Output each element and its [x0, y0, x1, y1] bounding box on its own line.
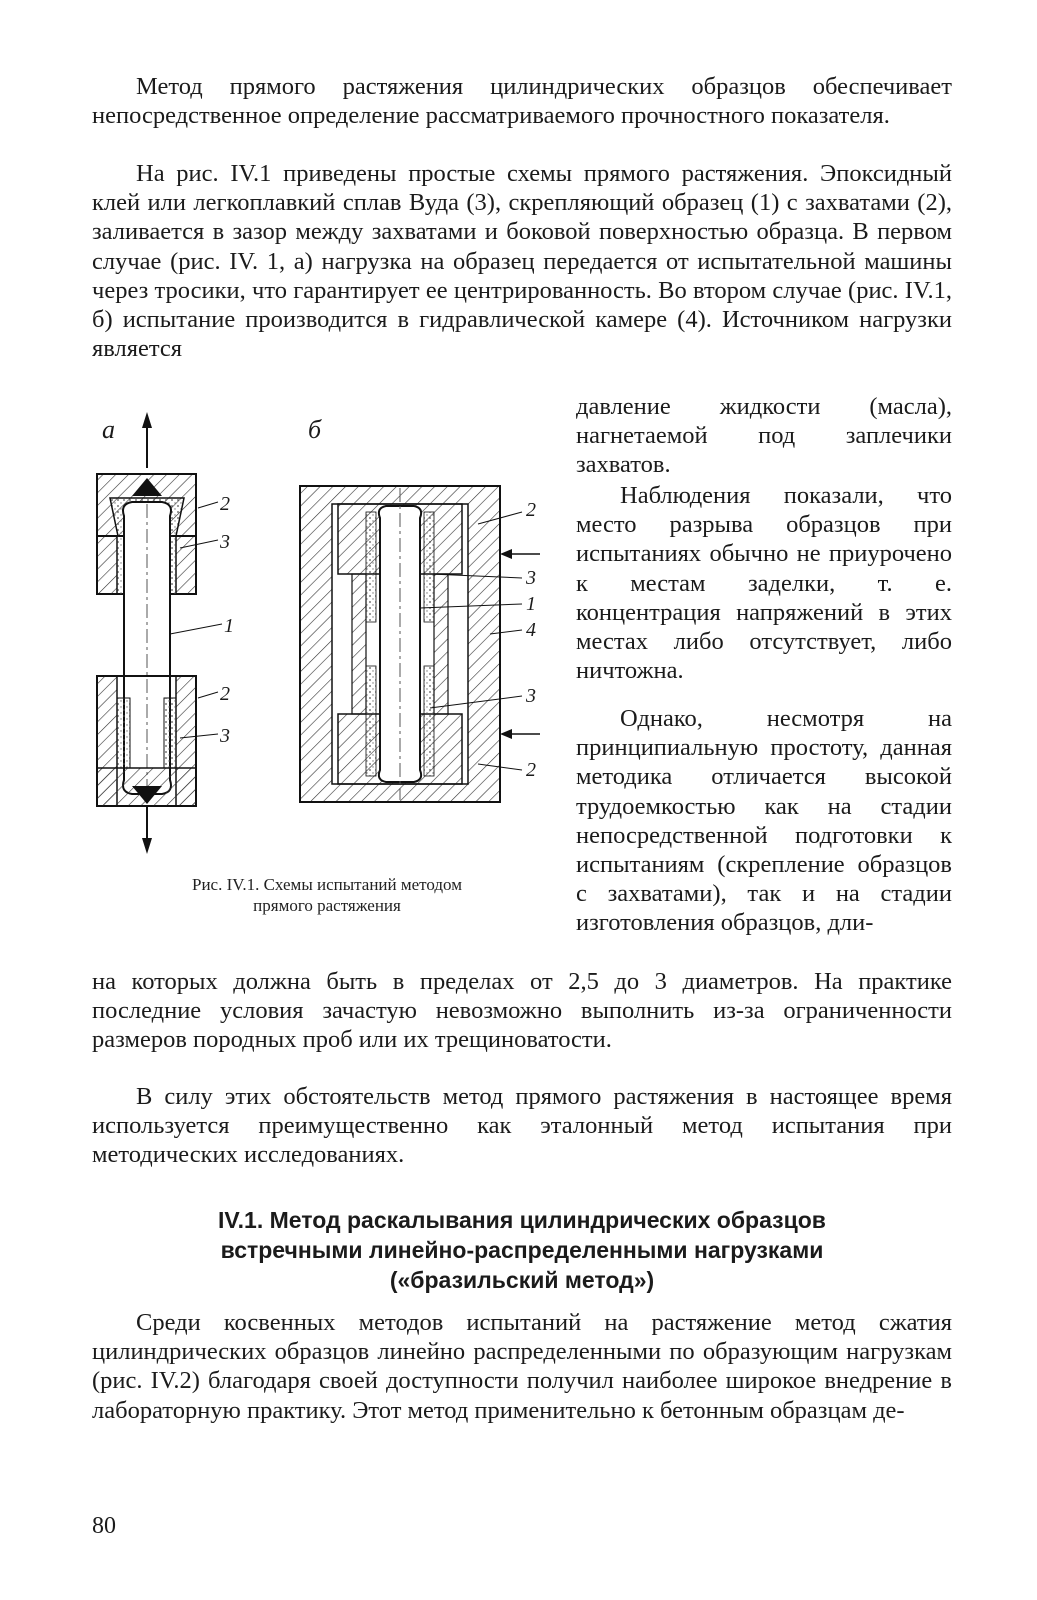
scheme-b	[300, 486, 540, 802]
callout-b-grip-bottom: 2	[526, 759, 536, 781]
conclusion-paragraph: В силу этих обстоятельств метод прямого растяжения в настоящее время используется преимущественно как эталонный метод испытания при методических исследованиях.	[92, 1083, 952, 1169]
page-number: 80	[92, 1513, 116, 1539]
figure-caption	[92, 874, 562, 916]
callout-a-alloy-bottom: 3	[220, 725, 230, 747]
callout-a-grip-top: 2	[220, 493, 230, 515]
side-paragraph-observations: Наблюдения показали, что место разрыва образцов при испытаниях обычно не приурочено к местам заделки, т. е. концентрация напряжений в этих местах либо отсутствует, либо ничтожна.	[576, 482, 952, 685]
figure-iv-1	[80, 408, 570, 878]
section-heading	[92, 1205, 952, 1295]
intro-paragraph: Метод прямого растяжения цилиндрических образцов обеспечивает непосредственное определение рассматриваемого прочностного показателя.	[92, 73, 952, 130]
figure-caption-line-2: прямого растяжения	[253, 896, 401, 915]
side-paragraph-however: Однако, несмотря на принципиальную простоту, данная методика отличается высокой трудоемкостью как на стадии непосредственной подготовки к испытаниям (скрепление образцов с захватами), так и на стадии изготовления образцов, дли-	[576, 705, 952, 937]
callout-b-alloy-bottom: 3	[526, 685, 536, 707]
callout-a-specimen: 1	[224, 615, 234, 637]
figure-label-b: б	[308, 415, 322, 444]
section-heading-line-2: встречными линейно-распределенными нагрузками	[220, 1237, 824, 1263]
section-heading-line-3: («бразильский метод»)	[389, 1267, 655, 1293]
callout-b-grip-top: 2	[526, 499, 536, 521]
section-heading-line-1: IV.1. Метод раскалывания цилиндрических образцов	[218, 1207, 826, 1233]
callout-a-grip-bottom: 2	[220, 683, 230, 705]
figure-label-a: а	[102, 415, 115, 444]
callout-b-chamber: 4	[526, 619, 536, 641]
figure-caption-line-1: Рис. IV.1. Схемы испытаний методом	[192, 875, 462, 894]
callout-b-alloy-top: 3	[526, 567, 536, 589]
callout-a-alloy-top: 3	[220, 531, 230, 553]
figure-reference-paragraph: На рис. IV.1 приведены простые схемы прямого растяжения. Эпоксидный клей или легкоплавкий сплав Вуда (3), скрепляющий образец (1) с захватами (2), заливается в зазор между захватами и боковой поверхностью образца. В первом случае (рис. IV. 1, а) нагрузка на образец передается от испытательной машины через тросики, что гарантирует ее центрированность. Во втором случае (рис. IV.1, б) испытание производится в гидравлической камере (4). Источником нагрузки является	[92, 160, 952, 363]
continuation-paragraph: на которых должна быть в пределах от 2,5 до 3 диаметров. На практике последние условия зачастую невозможно выполнить из-за ограниченности размеров породных проб или их трещиноватости.	[92, 968, 952, 1054]
callout-b-specimen: 1	[526, 593, 536, 615]
section-paragraph: Среди косвенных методов испытаний на растяжение метод сжатия цилиндрических образцов линейно распределенными по образующим нагрузкам (рис. IV.2) благодаря своей доступности получил наиболее широкое внедрение в лабораторную практику. Этот метод применительно к бетонным образцам де-	[92, 1309, 952, 1424]
side-paragraph-pressure: давление жидкости (масла), нагнетаемой под заплечики захватов.	[576, 393, 952, 479]
scheme-a	[97, 412, 234, 854]
